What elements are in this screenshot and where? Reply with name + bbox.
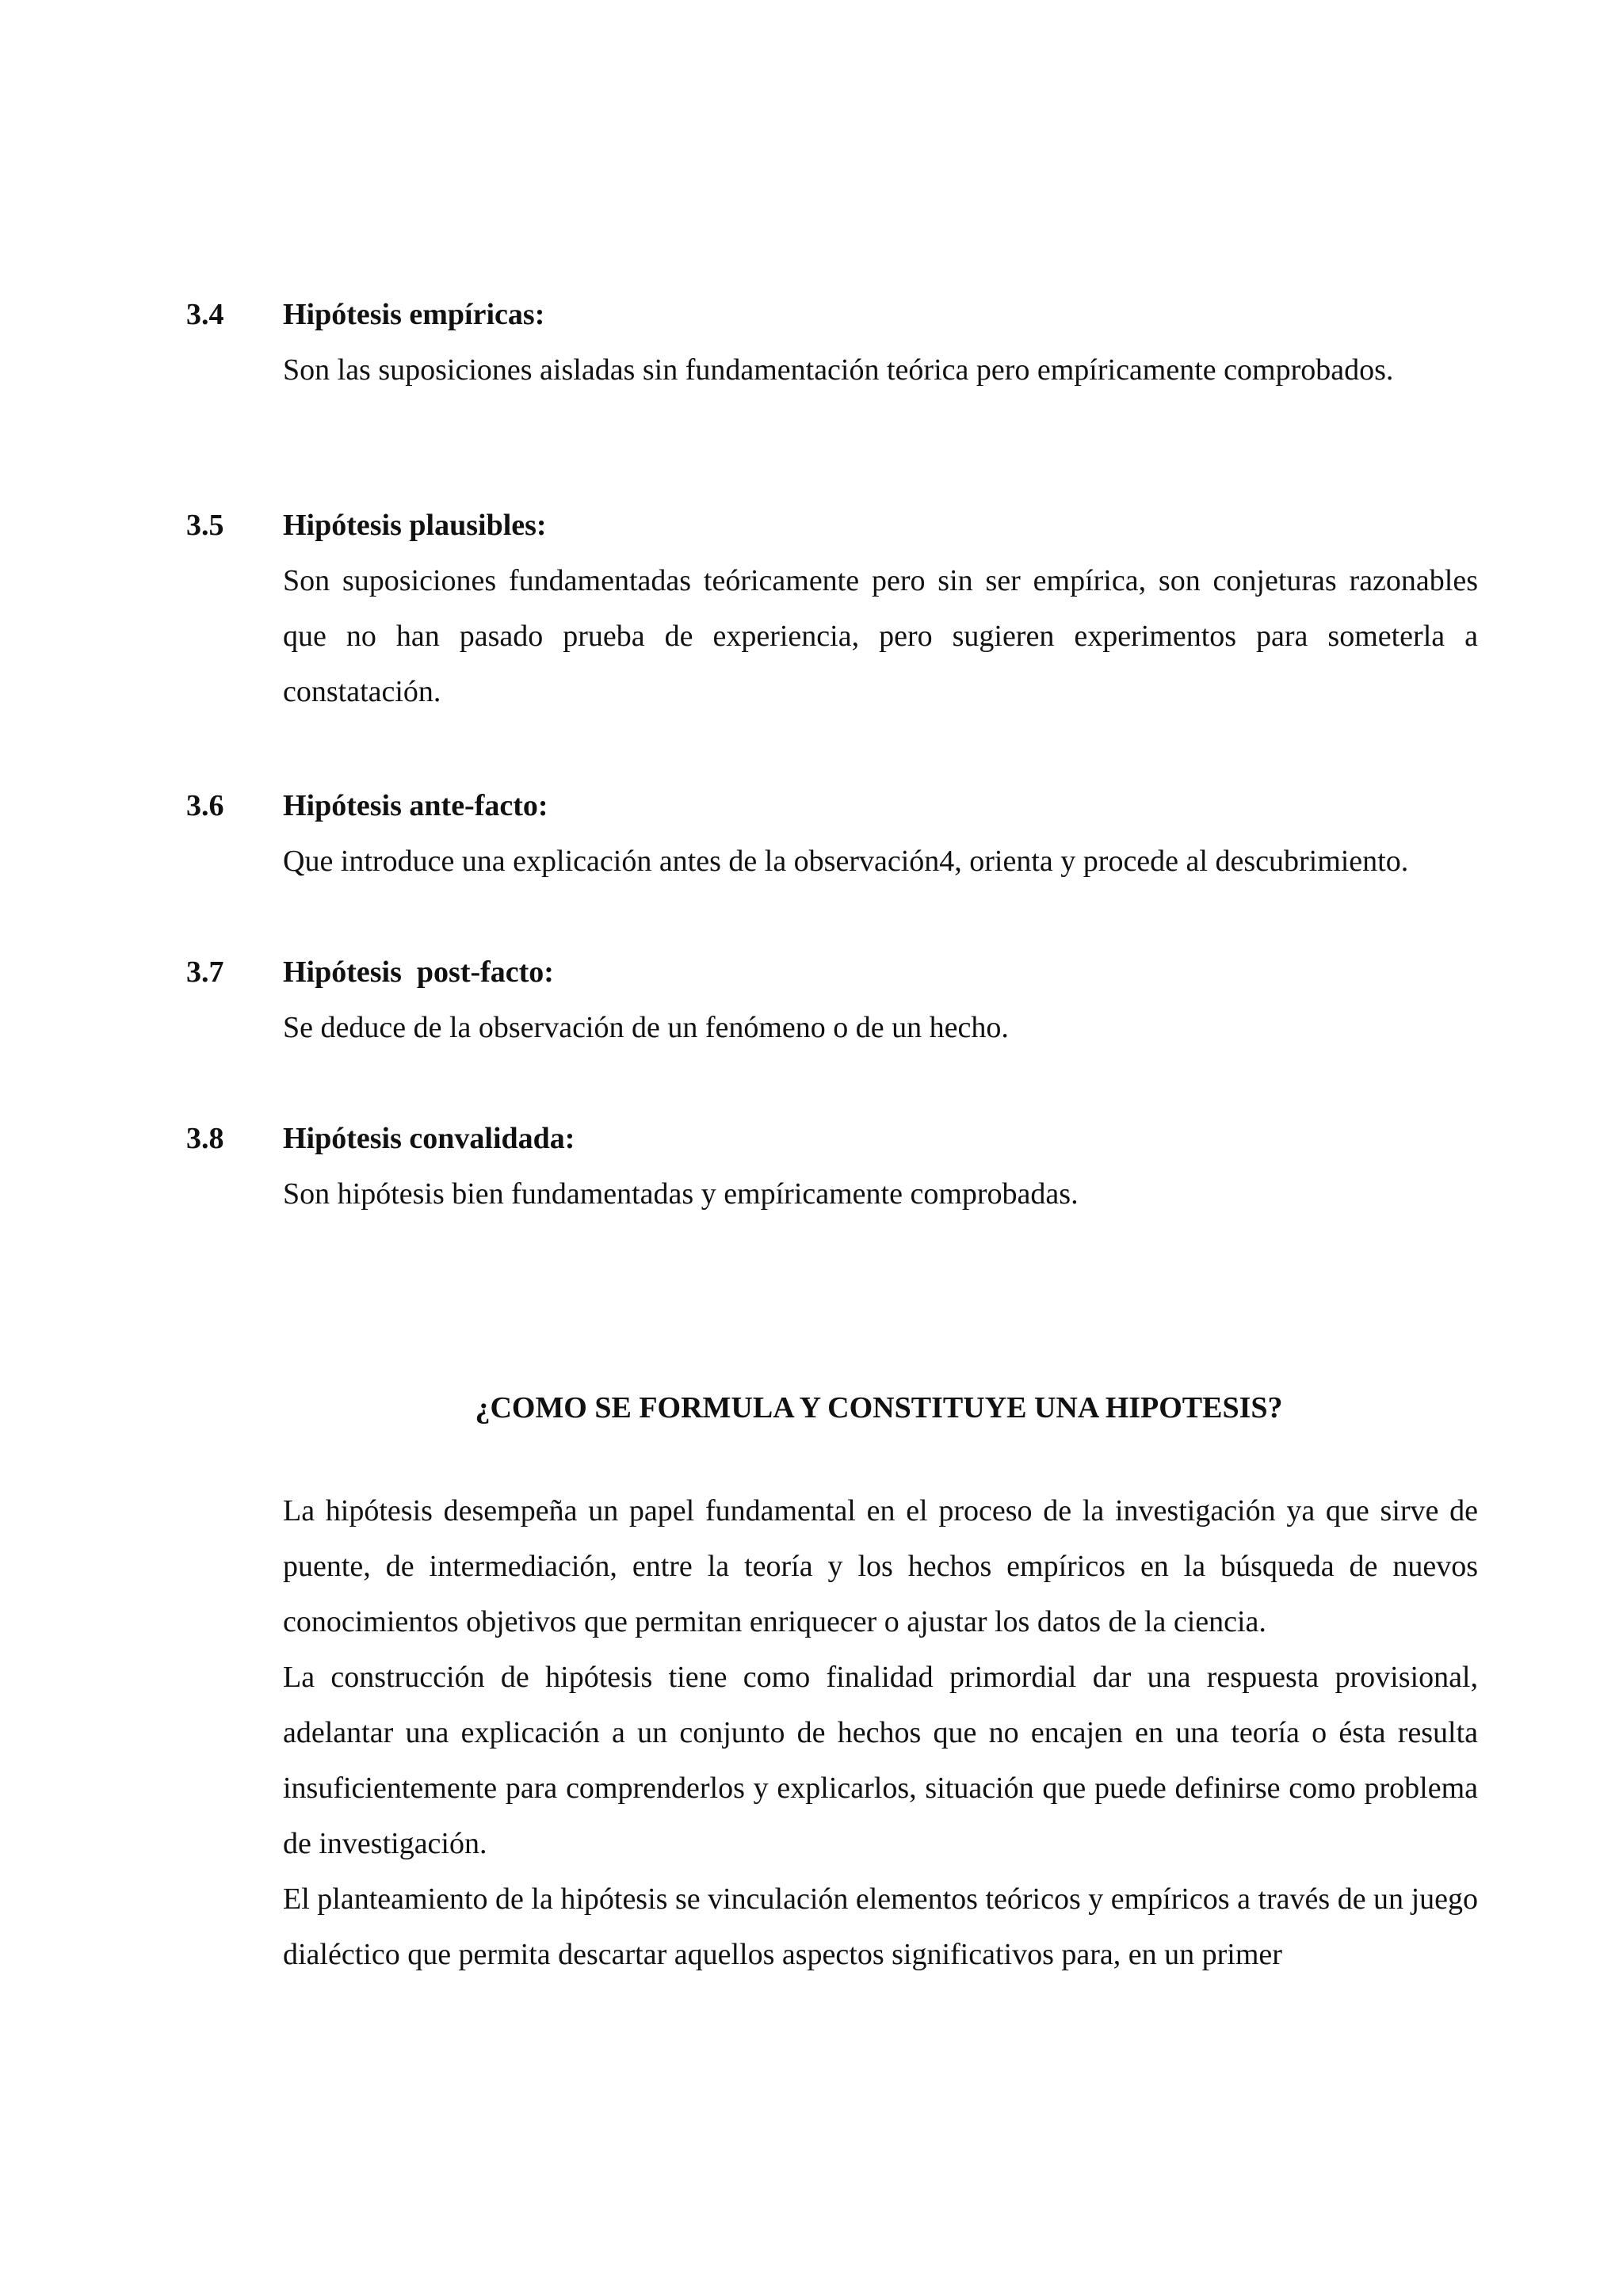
section-body: Se deduce de la observación de un fenómeno o de un hecho. — [283, 1011, 1009, 1044]
paragraph: La hipótesis desempeña un papel fundamental en el proceso de la investigación ya que sirve de puente, de intermediación, entre la teoría y los hechos empíricos en la búsqueda de nuevos conocimientos objetivos que permitan enriquecer o ajustar los datos de la ciencia. — [283, 1494, 1478, 1638]
section-number: 3.5 — [186, 509, 224, 542]
section-number: 3.4 — [186, 298, 224, 331]
body-text — [283, 1483, 1478, 1982]
section-body: Que introduce una explicación antes de la observación4, orienta y procede al descubrimiento. — [283, 845, 1409, 878]
section-title: Hipótesis post-facto: — [283, 955, 554, 989]
section-body: Son suposiciones fundamentadas teóricamente pero sin ser empírica, son conjeturas razonables que no han pasado prueba de experiencia, pero sugieren experimentos para someterla a constatación. — [283, 564, 1478, 708]
section-title: Hipótesis convalidada: — [283, 1122, 575, 1155]
section-body: Son hipótesis bien fundamentadas y empíricamente comprobadas. — [283, 1177, 1079, 1211]
section-body: Son las suposiciones aisladas sin fundamentación teórica pero empíricamente comprobados. — [283, 353, 1394, 387]
section-title: Hipótesis ante-facto: — [283, 789, 548, 822]
paragraph: El planteamiento de la hipótesis se vinculación elementos teóricos y empíricos a través de un juego dialéctico que permita descartar aquellos aspectos significativos para, en un primer — [283, 1882, 1478, 1971]
section-number: 3.6 — [186, 789, 224, 822]
section-title: Hipótesis plausibles: — [283, 509, 547, 542]
paragraph: La construcción de hipótesis tiene como finalidad primordial dar una respuesta provisional, adelantar una explicación a un conjunto de hechos que no encajen en una teoría o ésta resulta insuficientemente para comprenderlos y explicarlos, situación que puede definirse como problema de investigación. — [283, 1661, 1478, 1860]
section-title: Hipótesis empíricas: — [283, 298, 545, 331]
section-number: 3.8 — [186, 1122, 224, 1155]
section-heading: ¿COMO SE FORMULA Y CONSTITUYE UNA HIPOTESIS? — [475, 1391, 1283, 1425]
section-number: 3.7 — [186, 955, 224, 989]
